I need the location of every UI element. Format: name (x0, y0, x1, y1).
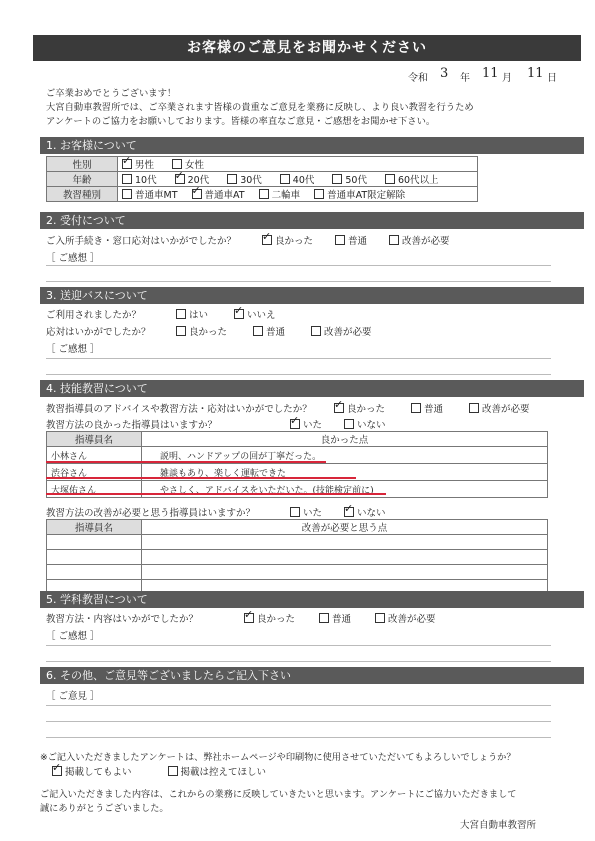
checkbox-label: 普通車MT (135, 190, 178, 201)
table-row (47, 535, 548, 550)
checkbox-label: いいえ (247, 310, 276, 321)
checkbox-option[interactable] (262, 236, 313, 247)
table-row (47, 565, 548, 580)
checkbox-label: 掲載は控えてほしい (180, 767, 267, 778)
checkbox-option[interactable] (122, 190, 178, 201)
checkbox-label: 普通車AT限定解除 (327, 190, 406, 201)
checkbox-label: はい (189, 310, 209, 321)
section-3-header: 3. 送迎バスについて (40, 287, 584, 304)
checkbox-label: 二輪車 (271, 190, 301, 201)
empty-cell (47, 550, 142, 565)
checkbox-option[interactable] (469, 404, 530, 415)
intro-line: 大宮自動車教習所では、ご卒業されます皆様の貴重なご意見を業務に反映し、より良い教習を行うため (46, 102, 474, 113)
date-era: 令和 (408, 73, 428, 84)
instructor-name: 大塚佑さん (47, 481, 142, 498)
divider (46, 737, 551, 738)
checked-checkbox[interactable] (234, 309, 244, 319)
checkbox-option[interactable] (168, 767, 267, 778)
date-month: 11 (482, 66, 499, 81)
checkbox-option[interactable] (176, 310, 208, 321)
divider (46, 705, 551, 706)
checked-checkbox[interactable] (52, 766, 62, 776)
bus-service-options (176, 324, 398, 338)
checkbox-label: 改善が必要 (482, 404, 530, 415)
table-row (47, 550, 548, 565)
checkbox[interactable] (280, 174, 290, 184)
skill-options (334, 401, 556, 415)
checkbox-label: いた (303, 508, 323, 519)
checkbox-label: 40代 (292, 175, 315, 186)
bad-point-header: 改善が必要と思う点 (142, 520, 548, 535)
checkbox-option[interactable] (311, 327, 372, 338)
intro-text (46, 87, 566, 129)
closing-line: 誠にありがとうございました。 (40, 803, 169, 814)
section-4-header: 4. 技能教習について (40, 380, 584, 397)
checkbox-label: 10代 (135, 175, 157, 186)
customer-table (46, 156, 478, 202)
checkbox[interactable] (411, 403, 421, 413)
red-underline (46, 477, 356, 479)
checkbox-label: いない (357, 420, 386, 431)
good-instructor-options (290, 417, 408, 431)
checkbox-label: 掲載してもよい (65, 767, 132, 778)
checkbox-label: 20代 (187, 175, 210, 186)
date-month-unit: 月 (502, 73, 512, 84)
checkbox-label: 50代 (345, 175, 367, 186)
divider (46, 661, 551, 662)
course-label: 教習種別 (47, 187, 118, 202)
bad-instructor-question: 教習方法の改善が必要と思う指導員はいますか？ (46, 508, 256, 519)
bus-service-question: 応対はいかがでしたか？ (46, 327, 151, 338)
checked-checkbox[interactable] (192, 189, 202, 199)
red-underline (46, 493, 386, 495)
date-year-unit: 年 (460, 73, 470, 84)
checkbox-option[interactable] (411, 404, 443, 415)
checkbox[interactable] (319, 613, 329, 623)
checkbox-label: 普通 (424, 404, 444, 415)
date-day: 11 (527, 66, 544, 81)
age-options (118, 172, 478, 187)
instructor-name: 小林さん (47, 447, 142, 464)
good-point: 説明、ハンドアップの回が丁寧だった。 (142, 447, 548, 464)
good-point: やさしく、アドバイスをいただいた。(技能検定前に) (142, 481, 548, 498)
intro-line: ご卒業おめでとうございます！ (46, 88, 177, 99)
consent-question: ※ご記入いただきましたアンケートは、弊社ホームページや印刷物に使用させていただいてもよろしいでしょうか？ (40, 752, 516, 763)
good-point: 雑談もあり、楽しく運転できた (142, 464, 548, 481)
checkbox-option[interactable] (344, 420, 386, 431)
checkbox-label: 良かった (189, 327, 228, 338)
checkbox-option[interactable] (375, 614, 436, 625)
closing-line: ご記入いただきました内容は、これからの業務に反映していきたいと思います。アンケートにご協力いただきまして (40, 789, 517, 800)
checkbox-label: 30代 (240, 175, 262, 186)
checkbox[interactable] (314, 189, 324, 199)
checkbox[interactable] (344, 419, 354, 429)
age-label: 年齢 (47, 172, 118, 187)
divider (46, 645, 551, 646)
footer-school-name: 大宮自動車教習所 (460, 820, 537, 831)
checkbox-option[interactable] (290, 420, 322, 431)
checkbox-label: 改善が必要 (388, 614, 436, 625)
checked-checkbox[interactable] (175, 174, 185, 184)
checkbox[interactable] (176, 309, 186, 319)
red-underline (46, 461, 326, 463)
checkbox-label: 良かった (257, 614, 296, 625)
checkbox-option[interactable] (335, 236, 367, 247)
checkbox[interactable] (389, 235, 399, 245)
checkbox-option[interactable] (280, 175, 315, 186)
divider (46, 374, 551, 375)
instructor-name-header: 指導員名 (47, 432, 142, 447)
checkbox-label: 60代以上 (397, 175, 439, 186)
gender-label: 性別 (47, 157, 118, 172)
bad-instructor-table (46, 519, 548, 595)
checkbox[interactable] (253, 326, 263, 336)
section-5-header: 5. 学科教習について (40, 591, 584, 608)
checkbox[interactable] (290, 507, 300, 517)
divider (46, 358, 551, 359)
checkbox-option[interactable] (319, 614, 351, 625)
checkbox[interactable] (168, 766, 178, 776)
checked-checkbox[interactable] (244, 613, 254, 623)
reception-impression-label: ［ ご感想 ］ (46, 253, 100, 264)
checked-checkbox[interactable] (290, 419, 300, 429)
checkbox-option[interactable] (344, 508, 386, 519)
empty-cell (142, 565, 548, 580)
empty-cell (47, 535, 142, 550)
checkbox-label: 男性 (135, 160, 155, 171)
checkbox[interactable] (335, 235, 345, 245)
opinion-label: ［ ご意見 ］ (46, 691, 100, 702)
checkbox-label: 女性 (185, 160, 205, 171)
bus-usage-question: ご利用されましたか？ (46, 310, 142, 321)
checked-checkbox[interactable] (262, 235, 272, 245)
gender-options (118, 157, 478, 172)
reception-question: ご入所手続き・窓口応対はいかがでしたか？ (46, 236, 237, 247)
checkbox-option[interactable] (192, 190, 245, 201)
checkbox[interactable] (311, 326, 321, 336)
checkbox-label: 普通 (332, 614, 352, 625)
skill-question: 教習指導員のアドバイスや教習方法・応対はいかがでしたか？ (46, 404, 312, 415)
checkbox-option[interactable] (385, 175, 439, 186)
checked-checkbox[interactable] (334, 403, 344, 413)
bad-instructor-options (290, 505, 408, 519)
bus-usage-options (176, 307, 302, 321)
section-2-header: 2. 受付について (40, 212, 584, 229)
good-instructor-question: 教習方法の良かった指導員はいますか？ (46, 420, 218, 431)
consent-options (52, 764, 302, 778)
checkbox-label: 普通 (348, 236, 368, 247)
date-year: 3 (440, 66, 449, 81)
checkbox-label: いない (357, 508, 386, 519)
lecture-options (244, 611, 460, 625)
page-title: お客様のご意見をお聞かせください (33, 35, 581, 61)
checkbox-label: 改善が必要 (402, 236, 450, 247)
checkbox[interactable] (259, 189, 269, 199)
checkbox-option[interactable] (334, 404, 385, 415)
intro-line: アンケートのご協力をお願いしております。皆様の率直なご意見・ご感想をお聞かせ下さい。 (46, 116, 436, 127)
checkbox-option[interactable] (332, 175, 367, 186)
good-point-header: 良かった点 (142, 432, 548, 447)
divider (46, 721, 551, 722)
checkbox-option[interactable] (122, 160, 154, 171)
good-instructor-table (46, 431, 548, 498)
section-1-header: 1. お客様について (40, 137, 584, 154)
checkbox-option[interactable] (253, 327, 285, 338)
checkbox[interactable] (172, 159, 182, 169)
empty-cell (142, 550, 548, 565)
reception-options (262, 233, 472, 247)
instructor-name-header: 指導員名 (47, 520, 142, 535)
date-day-unit: 日 (547, 73, 557, 84)
empty-cell (47, 565, 142, 580)
checkbox-label: 改善が必要 (324, 327, 372, 338)
bus-impression-label: ［ ご感想 ］ (46, 344, 100, 355)
checkbox[interactable] (176, 326, 186, 336)
checkbox[interactable] (122, 174, 132, 184)
instructor-name: 渋谷さん (47, 464, 142, 481)
checkbox-label: いた (303, 420, 323, 431)
checkbox[interactable] (122, 189, 132, 199)
section-6-header: 6. その他、ご意見等ございましたらご記入下さい (40, 667, 584, 684)
checkbox-option[interactable] (234, 310, 276, 321)
checkbox-label: 普通車AT (204, 190, 245, 201)
checkbox-option[interactable] (227, 175, 262, 186)
checkbox-label: 普通 (266, 327, 286, 338)
checkbox-option[interactable] (244, 614, 295, 625)
checkbox-label: 良かった (347, 404, 386, 415)
checkbox-label: 良かった (275, 236, 314, 247)
lecture-question: 教習方法・内容はいかがでしたか？ (46, 614, 199, 625)
checkbox[interactable] (469, 403, 479, 413)
empty-cell (142, 535, 548, 550)
checkbox[interactable] (375, 613, 385, 623)
checkbox-option[interactable] (122, 175, 157, 186)
checkbox-option[interactable] (176, 327, 227, 338)
checkbox[interactable] (385, 174, 395, 184)
checked-checkbox[interactable] (122, 159, 132, 169)
checkbox[interactable] (332, 174, 342, 184)
checkbox-option[interactable] (314, 190, 405, 201)
checkbox-option[interactable] (52, 767, 132, 778)
divider (46, 281, 551, 282)
checkbox-option[interactable] (389, 236, 450, 247)
checkbox-option[interactable] (290, 508, 322, 519)
course-options (118, 187, 478, 202)
lecture-impression-label: ［ ご感想 ］ (46, 631, 100, 642)
checkbox[interactable] (227, 174, 237, 184)
checkbox-option[interactable] (259, 190, 301, 201)
checked-checkbox[interactable] (344, 507, 354, 517)
divider (46, 265, 551, 266)
